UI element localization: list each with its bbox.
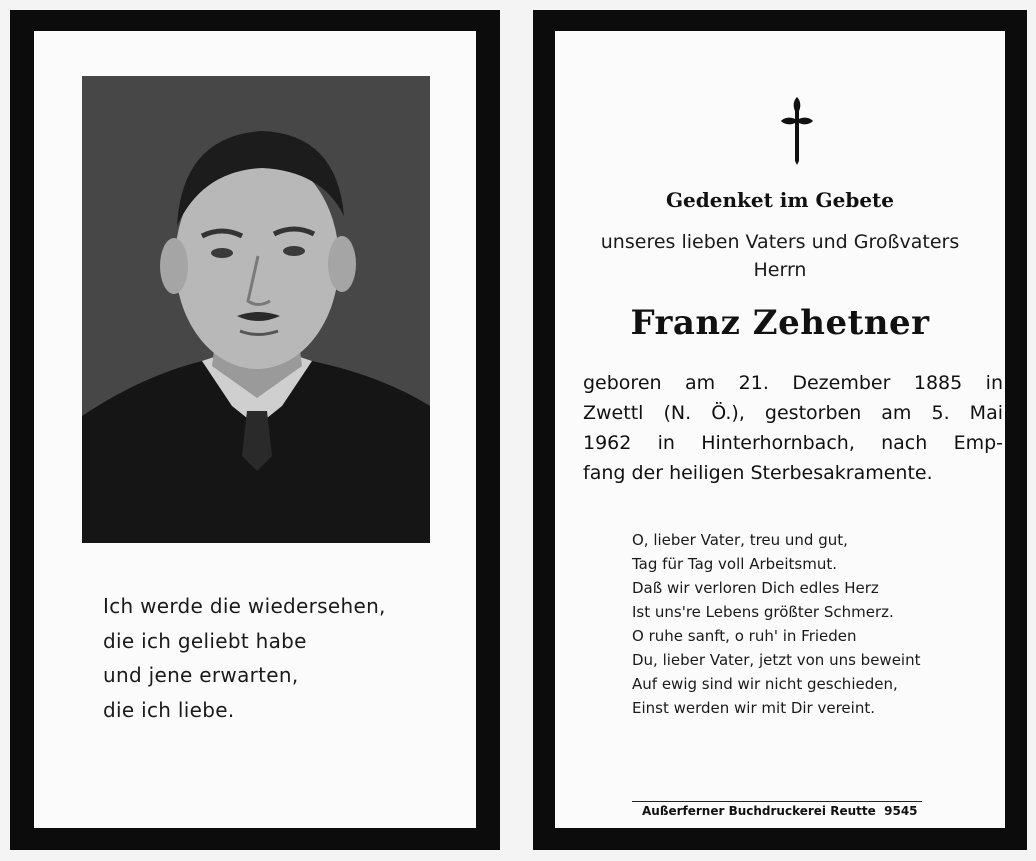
- verse-line: Ich werde die wiedersehen,: [103, 594, 386, 618]
- farewell-verse: [103, 589, 386, 727]
- memorial-poem: [632, 528, 920, 720]
- cross-icon: [775, 95, 819, 165]
- poem-line: Ist uns're Lebens größter Schmerz.: [632, 603, 894, 621]
- printer-name: Außerferner Buchdruckerei Reutte: [642, 804, 876, 818]
- poem-line: Du, lieber Vater, jetzt von uns beweint: [632, 651, 921, 669]
- right-eye: [283, 246, 305, 256]
- left-eye: [211, 248, 233, 258]
- right-card: [533, 10, 1027, 850]
- poem-line: Auf ewig sind wir nicht geschieden,: [632, 675, 898, 693]
- heading: Gedenket im Gebete: [665, 188, 895, 212]
- verse-line: die ich geliebt habe: [103, 628, 307, 653]
- poem-line: O ruhe sanft, o ruh' in Frieden: [632, 627, 857, 645]
- deceased-name: Franz Zehetner: [630, 303, 930, 343]
- left-card-paper: [34, 31, 476, 828]
- printer-number: 9545: [884, 804, 918, 818]
- left-ear: [160, 238, 188, 294]
- portrait-photo: [82, 76, 430, 543]
- poem-line: Einst werden wir mit Dir vereint.: [632, 699, 875, 717]
- poem-line: Tag für Tag voll Arbeitsmut.: [632, 555, 838, 573]
- biography-line: Zwettl (N. Ö.), gestorben am 5. Mai: [583, 402, 1003, 424]
- right-card-paper: [555, 31, 1005, 828]
- right-ear: [328, 236, 356, 292]
- subtitle: unseres lieben Vaters und Großvaters: [600, 231, 960, 253]
- printer-imprint: [642, 804, 918, 818]
- poem-line: O, lieber Vater, treu und gut,: [632, 531, 848, 549]
- poem-line: Daß wir verloren Dich edles Herz: [632, 579, 879, 597]
- verse-line: die ich liebe.: [103, 697, 235, 722]
- biography-line: fang der heiligen Sterbesakramente.: [583, 462, 933, 484]
- biography-line: 1962 in Hinterhornbach, nach Emp-: [583, 432, 1003, 454]
- portrait-illustration: [82, 76, 430, 543]
- verse-line: und jene erwarten,: [103, 663, 299, 687]
- printer-divider: [632, 801, 922, 802]
- honorific: Herrn: [753, 259, 807, 281]
- biography-line: geboren am 21. Dezember 1885 in: [583, 372, 1003, 394]
- biography: [583, 368, 1003, 488]
- left-card: [10, 10, 500, 850]
